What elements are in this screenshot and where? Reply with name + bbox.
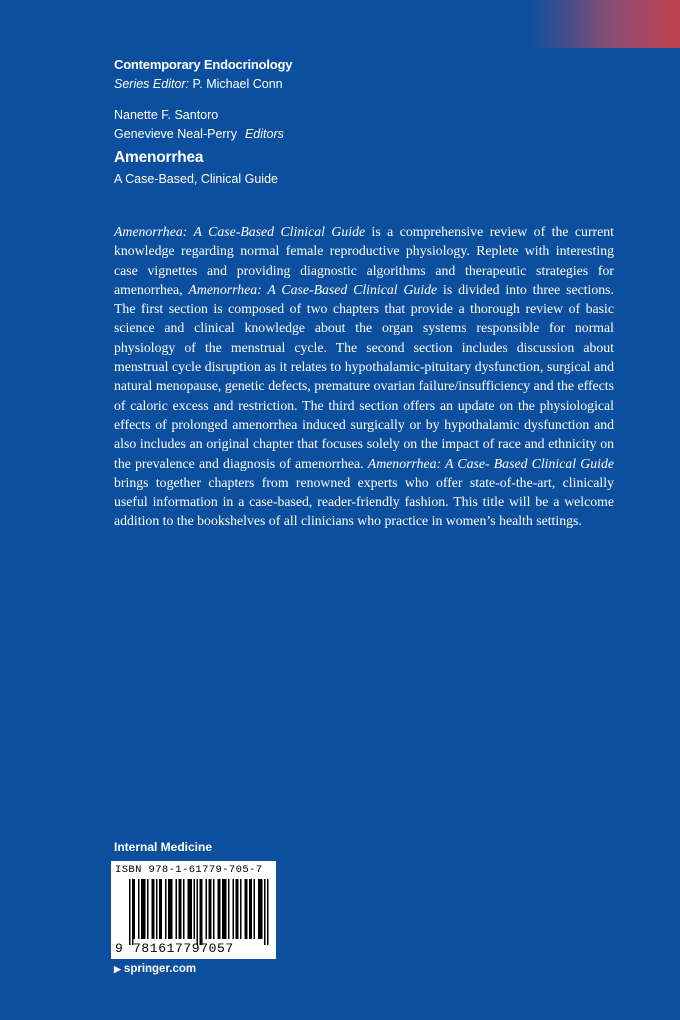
arrow-right-icon: ▶ xyxy=(114,963,121,974)
barcode-bar xyxy=(141,879,143,939)
barcode-bar xyxy=(180,879,182,939)
description-segment: is divided into three sections. The first section is composed of two chapters that provide a thorough review of basic science and clinical knowledge about the organ systems responsible for normal physiology of the menstrual cycle. The second section includes discussion about menstrual cycle disruption as it relates to hypothalamic-pituitary dysfunction, surgical and natural menopause, genetic defects, premature ovarian failure/insufficiency and the effects of caloric excess and restriction. The third section offers an update on the physiological effects of prolonged amenorrhea induced surgically or by hypothalamic dysfunction and also includes an original chapter that focuses solely on the impact of race and ethnicity on the prevalence and diagnosis of amenorrhea. xyxy=(114,281,614,471)
barcode-bar xyxy=(224,879,226,939)
barcode-bar xyxy=(188,879,190,939)
barcode-bar xyxy=(228,879,230,939)
barcode-bar xyxy=(170,879,172,939)
barcode-bar xyxy=(134,879,136,939)
barcode-bar xyxy=(210,879,212,939)
barcode-bar xyxy=(179,879,181,939)
barcode-bar xyxy=(147,879,149,939)
editors-list xyxy=(114,106,574,144)
editor-line-2 xyxy=(114,125,574,144)
barcode-bar xyxy=(168,879,170,939)
barcode-bar xyxy=(233,879,235,939)
book-subtitle: A Case-Based, Clinical Guide xyxy=(114,172,278,186)
barcode-bar xyxy=(201,879,203,945)
barcode-bar xyxy=(189,879,191,939)
barcode-bar xyxy=(156,879,158,939)
book-description xyxy=(114,222,614,531)
barcode-bar xyxy=(129,879,131,945)
editors-role: Editors xyxy=(244,127,284,141)
barcode-bar xyxy=(183,879,185,939)
description-segment: is a comprehensive review of the current knowledge regarding normal female reproductive physiology. Replete with interesting case vignettes and providing diagnostic algorithms and therapeutic strategies for amenorrhea, xyxy=(114,224,614,297)
barcode-bar xyxy=(240,879,242,939)
barcode-bar xyxy=(249,879,251,939)
barcode-digits: 781617797057 xyxy=(133,941,234,956)
description-segment: Amenorrhea: A Case- Based Clinical Guide xyxy=(367,455,615,471)
description-segment: Amenorrhea: A Case-Based Clinical Guide xyxy=(188,281,438,297)
barcode-bar xyxy=(267,879,269,945)
barcode-bar xyxy=(161,879,163,939)
barcode-bar xyxy=(144,879,146,939)
barcode-bar xyxy=(165,879,167,939)
barcode-bar xyxy=(194,879,196,939)
barcode-bar xyxy=(236,879,238,939)
barcode-bar xyxy=(258,879,260,939)
barcode-bar xyxy=(251,879,253,939)
barcode-bar xyxy=(254,879,256,939)
barcode-bar xyxy=(246,879,248,939)
editor-name: Genevieve Neal-Perry xyxy=(114,127,237,141)
book-title: Amenorrhea xyxy=(114,149,204,166)
description-segment: brings together chapters from renowned experts who offer state-of-the-art, clinically useful information in a case-based, reader-friendly fashion. This title will be a welcome addition to the bookshelves of all clinicians who practice in women’s health settings. xyxy=(114,474,614,529)
barcode-bar xyxy=(153,879,155,939)
publisher-link[interactable] xyxy=(114,963,196,975)
barcode-bar xyxy=(260,879,262,939)
corner-accent xyxy=(530,0,680,48)
barcode-bar xyxy=(237,879,239,939)
barcode-bar xyxy=(222,879,224,939)
series-name: Contemporary Endocrinology xyxy=(114,57,293,72)
barcode-bar xyxy=(261,879,263,939)
barcode-bar xyxy=(197,879,199,945)
header-block xyxy=(114,56,574,187)
isbn-label: ISBN 978-1-61779-705-7 xyxy=(115,864,263,876)
barcode-bar xyxy=(171,879,173,939)
barcode-first-digit: 9 xyxy=(115,941,123,956)
barcode-bar xyxy=(209,879,211,939)
barcode-bar xyxy=(225,879,227,939)
barcode-bar xyxy=(159,879,161,939)
description-segment: Amenorrhea: A Case-Based Clinical Guide xyxy=(114,224,366,239)
barcode-bar xyxy=(264,879,266,945)
editor-name: Nanette F. Santoro xyxy=(114,108,219,122)
series-editor-name: P. Michael Conn xyxy=(192,77,283,91)
barcode-bar xyxy=(219,879,221,939)
barcode-bar xyxy=(245,879,247,939)
barcode-bar xyxy=(176,879,178,939)
series-editor xyxy=(114,76,574,92)
barcode-bar xyxy=(200,879,202,945)
barcode-bar xyxy=(143,879,145,939)
barcode-bar xyxy=(213,879,215,939)
barcode-bar xyxy=(206,879,208,939)
barcode xyxy=(111,861,276,959)
barcode-bar xyxy=(218,879,220,939)
barcode-bar xyxy=(138,879,140,939)
barcode-bar xyxy=(132,879,134,945)
category-label: Internal Medicine xyxy=(114,840,213,854)
barcode-bar xyxy=(191,879,193,939)
series-editor-label: Series Editor: xyxy=(114,77,190,91)
barcode-bar xyxy=(152,879,154,939)
publisher-url: springer.com xyxy=(123,963,197,975)
